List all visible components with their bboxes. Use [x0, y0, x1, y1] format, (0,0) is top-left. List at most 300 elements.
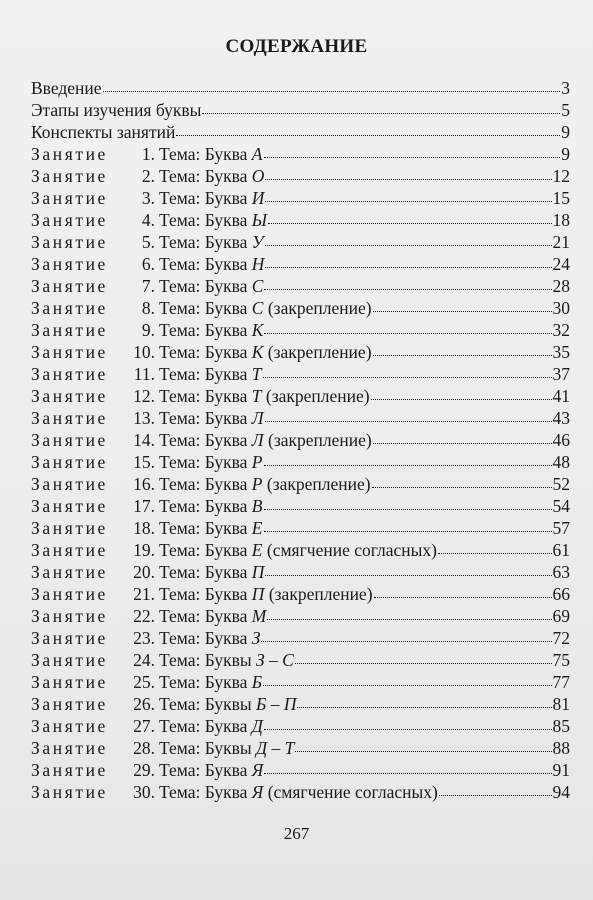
- topic-word: Тема:: [159, 562, 201, 582]
- lesson-word: Занятие: [31, 386, 108, 406]
- toc-entry: [31, 165, 570, 187]
- toc-page-number: 3: [561, 78, 570, 98]
- toc-page-number: 24: [552, 254, 570, 274]
- letter-kind: Буква: [204, 628, 248, 648]
- lesson-note: (смягчение согласных): [267, 782, 438, 802]
- toc-row: [31, 253, 570, 275]
- lesson-title: [31, 495, 263, 517]
- dot-leader: [373, 354, 552, 356]
- lesson-title: [31, 429, 372, 451]
- toc-entry: [31, 121, 570, 143]
- toc-entry: [31, 781, 570, 803]
- lesson-word: Занятие: [31, 298, 108, 318]
- topic-word: Тема:: [159, 364, 201, 384]
- letter-kind: Буква: [204, 452, 248, 472]
- toc-row: [31, 781, 570, 803]
- lesson-number: 15.: [133, 452, 155, 472]
- letter-name: Е: [251, 540, 263, 560]
- lesson-number: 28.: [133, 738, 155, 758]
- lesson-word: Занятие: [31, 210, 108, 230]
- toc-row: [31, 715, 570, 737]
- letter-kind: Буква: [204, 562, 248, 582]
- toc-page-number: 77: [552, 672, 570, 692]
- lesson-title: [31, 407, 264, 429]
- letter-kind: Буква: [204, 144, 248, 164]
- letter-name: Т: [251, 364, 262, 384]
- topic-word: Тема:: [159, 452, 201, 472]
- lesson-number: 21.: [133, 584, 155, 604]
- topic-word: Тема:: [159, 166, 201, 186]
- letter-kind: Буква: [204, 518, 248, 538]
- lesson-title: [31, 363, 262, 385]
- topic-word: Тема:: [159, 694, 201, 714]
- letter-kind: Буква: [204, 298, 248, 318]
- lesson-number: 26.: [133, 694, 155, 714]
- dot-leader: [265, 266, 551, 268]
- letter-kind: Буква: [204, 760, 248, 780]
- toc-entry: [31, 319, 570, 341]
- toc-entry: [31, 671, 570, 693]
- toc-entry: [31, 715, 570, 737]
- lesson-number: 1.: [141, 144, 155, 164]
- dot-leader: [264, 728, 552, 730]
- lesson-title: [31, 605, 266, 627]
- lesson-note: (закрепление): [267, 342, 372, 362]
- toc-page-number: 54: [552, 496, 570, 516]
- toc-page-number: 41: [552, 386, 570, 406]
- letter-kind: Буква: [204, 584, 248, 604]
- letter-kind: Буква: [204, 430, 248, 450]
- topic-word: Тема:: [159, 474, 201, 494]
- dot-leader: [265, 420, 552, 422]
- letter-kind: Буква: [204, 672, 248, 692]
- dot-leader: [263, 376, 552, 378]
- toc-page-number: 18: [552, 210, 570, 230]
- toc-entry: [31, 737, 570, 759]
- topic-word: Тема:: [159, 144, 201, 164]
- toc-entry: [31, 275, 570, 297]
- dot-leader: [264, 508, 552, 510]
- topic-word: Тема:: [159, 430, 201, 450]
- dot-leader: [264, 530, 552, 532]
- toc-row: [31, 627, 570, 649]
- topic-word: Тема:: [159, 672, 201, 692]
- topic-word: Тема:: [159, 320, 201, 340]
- toc-page-number: 43: [552, 408, 570, 428]
- toc-row: [31, 693, 570, 715]
- toc-row: [31, 121, 570, 143]
- toc-entry: [31, 517, 570, 539]
- lesson-number: 12.: [133, 386, 155, 406]
- dot-leader: [263, 684, 551, 686]
- topic-word: Тема:: [159, 540, 201, 560]
- toc-page-number: 5: [561, 100, 570, 120]
- letter-kind: Буквы: [204, 738, 252, 758]
- lesson-number: 20.: [133, 562, 155, 582]
- toc-entry: [31, 473, 570, 495]
- toc-entry: [31, 583, 570, 605]
- topic-word: Тема:: [159, 496, 201, 516]
- dot-leader: [264, 772, 551, 774]
- letter-name: Л: [251, 430, 264, 450]
- page-number: 267: [283, 824, 310, 843]
- toc-page-number: 85: [552, 716, 570, 736]
- toc-row: [31, 385, 570, 407]
- toc-entry: [31, 495, 570, 517]
- toc-entry-title: Этапы изучения буквы: [31, 100, 202, 120]
- letter-kind: Буква: [204, 386, 248, 406]
- lesson-number: 4.: [141, 210, 155, 230]
- lesson-title: [31, 693, 296, 715]
- toc-row: [31, 143, 570, 165]
- lesson-number: 11.: [133, 364, 155, 384]
- toc-page-number: 72: [552, 628, 570, 648]
- lesson-title: [31, 253, 264, 275]
- toc-row: [31, 759, 570, 781]
- letter-kind: Буква: [204, 254, 248, 274]
- lesson-number: 5.: [141, 232, 155, 252]
- topic-word: Тема:: [159, 386, 201, 406]
- letter-kind: Буква: [204, 716, 248, 736]
- lesson-word: Занятие: [31, 716, 108, 736]
- lesson-word: Занятие: [31, 232, 108, 252]
- letter-name: М: [251, 606, 267, 626]
- toc-entry: [31, 605, 570, 627]
- topic-word: Тема:: [159, 738, 201, 758]
- lesson-number: 14.: [133, 430, 155, 450]
- lesson-number: 13.: [133, 408, 155, 428]
- toc-page-number: 46: [552, 430, 570, 450]
- lesson-number: 30.: [133, 782, 155, 802]
- lesson-note: (закрепление): [268, 430, 372, 450]
- topic-word: Тема:: [159, 298, 201, 318]
- lesson-title: [31, 627, 260, 649]
- lesson-title: [31, 671, 262, 693]
- toc-page-number: 61: [552, 540, 570, 560]
- toc-page-number: 32: [552, 320, 570, 340]
- toc-row: [31, 451, 570, 473]
- toc-row: [31, 517, 570, 539]
- dot-leader: [295, 662, 552, 664]
- letter-kind: Буквы: [204, 650, 252, 670]
- lesson-number: 10.: [133, 342, 155, 362]
- lesson-title: [31, 187, 264, 209]
- lesson-title: [31, 165, 264, 187]
- letter-name: Я: [251, 760, 264, 780]
- dot-leader: [371, 398, 552, 400]
- lesson-title: [31, 517, 263, 539]
- dot-leader: [264, 464, 552, 466]
- lesson-word: Занятие: [31, 188, 108, 208]
- lesson-note: (закрепление): [268, 584, 373, 604]
- lesson-title: [31, 649, 294, 671]
- dot-leader: [373, 442, 552, 444]
- toc-page-number: 94: [552, 782, 570, 802]
- lesson-title: [31, 297, 372, 319]
- lesson-number: 2.: [141, 166, 155, 186]
- letter-kind: Буква: [204, 474, 248, 494]
- lesson-number: 18.: [133, 518, 155, 538]
- topic-word: Тема:: [159, 276, 201, 296]
- toc-entry: [31, 231, 570, 253]
- lesson-number: 29.: [133, 760, 155, 780]
- dot-leader: [176, 134, 560, 136]
- lesson-word: Занятие: [31, 364, 108, 384]
- toc-row: [31, 649, 570, 671]
- toc-page-number: 57: [552, 518, 570, 538]
- dot-leader: [264, 332, 551, 334]
- lesson-number: 24.: [133, 650, 155, 670]
- letter-kind: Буква: [204, 408, 248, 428]
- lesson-number: 25.: [133, 672, 155, 692]
- lesson-note: (закрепление): [266, 474, 371, 494]
- toc-page-number: 81: [552, 694, 570, 714]
- topic-word: Тема:: [159, 606, 201, 626]
- letter-kind: Буква: [204, 276, 248, 296]
- lesson-word: Занятие: [31, 672, 108, 692]
- dot-leader: [373, 310, 552, 312]
- lesson-number: 16.: [133, 474, 155, 494]
- letter-name: Б – П: [256, 694, 297, 714]
- toc-entry: [31, 429, 570, 451]
- toc-page-number: 15: [552, 188, 570, 208]
- toc-row: [31, 671, 570, 693]
- dot-leader: [103, 90, 561, 92]
- letter-kind: Буква: [204, 342, 248, 362]
- toc-entry: [31, 649, 570, 671]
- toc-page-number: 9: [561, 144, 570, 164]
- toc-row: [31, 187, 570, 209]
- lesson-word: Занятие: [31, 144, 108, 164]
- lesson-title: [31, 209, 267, 231]
- topic-word: Тема:: [159, 716, 201, 736]
- lesson-number: 27.: [133, 716, 155, 736]
- lesson-title: [31, 451, 263, 473]
- dot-leader: [264, 156, 561, 158]
- lesson-word: Занятие: [31, 474, 108, 494]
- lesson-word: Занятие: [31, 408, 108, 428]
- lesson-title: [31, 781, 438, 803]
- lesson-word: Занятие: [31, 782, 108, 802]
- toc-page-number: 28: [552, 276, 570, 296]
- topic-word: Тема:: [159, 650, 201, 670]
- letter-name: С: [251, 298, 264, 318]
- lesson-word: Занятие: [31, 760, 108, 780]
- topic-word: Тема:: [159, 188, 201, 208]
- lesson-title: [31, 473, 371, 495]
- toc-row: [31, 77, 570, 99]
- topic-word: Тема:: [159, 782, 201, 802]
- letter-name: П: [251, 584, 265, 604]
- lesson-number: 17.: [133, 496, 155, 516]
- lesson-title: [31, 143, 263, 165]
- page-title: СОДЕРЖАНИЕ: [225, 36, 368, 57]
- toc-entry: [31, 77, 570, 99]
- lesson-note: (закрепление): [265, 386, 370, 406]
- toc-page-number: 35: [552, 342, 570, 362]
- dot-leader: [264, 288, 551, 290]
- dot-leader: [265, 200, 551, 202]
- dot-leader: [202, 112, 560, 114]
- toc-row: [31, 275, 570, 297]
- lesson-number: 3.: [141, 188, 155, 208]
- toc-entry: [31, 341, 570, 363]
- toc-row: [31, 407, 570, 429]
- lesson-word: Занятие: [31, 606, 108, 626]
- lesson-title: [31, 583, 373, 605]
- lesson-note: (смягчение согласных): [266, 540, 437, 560]
- topic-word: Тема:: [159, 408, 201, 428]
- toc-page-number: 30: [552, 298, 570, 318]
- lesson-word: Занятие: [31, 430, 108, 450]
- toc-row: [31, 473, 570, 495]
- lesson-number: 7.: [141, 276, 155, 296]
- letter-name: Р: [251, 452, 263, 472]
- toc-entry: [31, 297, 570, 319]
- toc-row: [31, 495, 570, 517]
- lesson-title: [31, 231, 264, 253]
- dot-leader: [439, 794, 552, 796]
- dot-leader: [261, 640, 551, 642]
- dot-leader: [267, 618, 551, 620]
- lesson-title: [31, 539, 437, 561]
- lesson-word: Занятие: [31, 452, 108, 472]
- toc-entry: [31, 253, 570, 275]
- topic-word: Тема:: [159, 254, 201, 274]
- letter-name: Е: [251, 518, 263, 538]
- toc-row: [31, 605, 570, 627]
- lesson-word: Занятие: [31, 628, 108, 648]
- letter-kind: Буква: [204, 782, 248, 802]
- dot-leader: [374, 596, 552, 598]
- lesson-word: Занятие: [31, 584, 108, 604]
- toc-row: [31, 737, 570, 759]
- letter-name: Б: [251, 672, 263, 692]
- letter-name: С: [251, 276, 264, 296]
- toc-page-number: 12: [552, 166, 570, 186]
- letter-kind: Буква: [204, 210, 248, 230]
- toc-entry: [31, 99, 570, 121]
- toc-row: [31, 297, 570, 319]
- dot-leader: [268, 222, 551, 224]
- letter-name: А: [251, 144, 263, 164]
- lesson-number: 23.: [133, 628, 155, 648]
- letter-kind: Буква: [204, 320, 248, 340]
- letter-kind: Буква: [204, 540, 248, 560]
- dot-leader: [372, 486, 552, 488]
- toc-page-number: 9: [561, 122, 570, 142]
- letter-name: О: [251, 166, 265, 186]
- lesson-word: Занятие: [31, 694, 108, 714]
- letter-name: П: [251, 562, 265, 582]
- lesson-word: Занятие: [31, 540, 108, 560]
- lesson-title: [31, 319, 263, 341]
- topic-word: Тема:: [159, 518, 201, 538]
- letter-name: Я: [251, 782, 264, 802]
- lesson-number: 22.: [133, 606, 155, 626]
- toc-entry-title: Введение: [31, 78, 102, 98]
- letter-name: И: [251, 188, 265, 208]
- letter-name: Ы: [251, 210, 268, 230]
- letter-name: У: [251, 232, 264, 252]
- lesson-word: Занятие: [31, 342, 108, 362]
- table-of-contents: [31, 77, 570, 803]
- toc-page-number: 21: [552, 232, 570, 252]
- dot-leader: [265, 244, 552, 246]
- lesson-title: [31, 275, 263, 297]
- letter-kind: Буква: [204, 232, 248, 252]
- letter-name: Д: [251, 716, 263, 736]
- topic-word: Тема:: [159, 210, 201, 230]
- letter-name: В: [251, 496, 263, 516]
- toc-entry: [31, 209, 570, 231]
- lesson-number: 6.: [141, 254, 155, 274]
- lesson-word: Занятие: [31, 320, 108, 340]
- lesson-title: [31, 737, 294, 759]
- letter-name: З – С: [256, 650, 294, 670]
- toc-row: [31, 341, 570, 363]
- lesson-number: 8.: [141, 298, 155, 318]
- lesson-note: (закрепление): [267, 298, 372, 318]
- toc-page-number: 66: [552, 584, 570, 604]
- letter-name: З: [251, 628, 261, 648]
- toc-page-number: 88: [552, 738, 570, 758]
- toc-page-number: 48: [552, 452, 570, 472]
- toc-entry: [31, 759, 570, 781]
- toc-page-number: 52: [552, 474, 570, 494]
- lesson-word: Занятие: [31, 166, 108, 186]
- dot-leader: [265, 574, 551, 576]
- dot-leader: [295, 750, 551, 752]
- toc-entry: [31, 451, 570, 473]
- toc-entry-title: Конспекты занятий: [31, 122, 176, 142]
- toc-entry: [31, 363, 570, 385]
- toc-entry: [31, 385, 570, 407]
- letter-name: Н: [251, 254, 265, 274]
- toc-row: [31, 165, 570, 187]
- toc-row: [31, 583, 570, 605]
- toc-entry: [31, 627, 570, 649]
- toc-page-number: 75: [552, 650, 570, 670]
- lesson-word: Занятие: [31, 738, 108, 758]
- toc-row: [31, 209, 570, 231]
- toc-page-number: 91: [552, 760, 570, 780]
- lesson-number: 19.: [133, 540, 155, 560]
- topic-word: Тема:: [159, 342, 201, 362]
- toc-page-number: 37: [552, 364, 570, 384]
- letter-name: К: [251, 342, 264, 362]
- toc-page-number: 69: [552, 606, 570, 626]
- letter-kind: Буква: [204, 496, 248, 516]
- letter-kind: Буква: [204, 606, 248, 626]
- toc-entry: [31, 693, 570, 715]
- toc-row: [31, 319, 570, 341]
- lesson-title: [31, 561, 264, 583]
- topic-word: Тема:: [159, 584, 201, 604]
- lesson-word: Занятие: [31, 254, 108, 274]
- lesson-word: Занятие: [31, 518, 108, 538]
- dot-leader: [265, 178, 551, 180]
- toc-entry: [31, 561, 570, 583]
- lesson-number: 9.: [141, 320, 155, 340]
- toc-row: [31, 363, 570, 385]
- letter-kind: Буква: [204, 188, 248, 208]
- lesson-word: Занятие: [31, 650, 108, 670]
- toc-row: [31, 539, 570, 561]
- letter-name: Д – Т: [256, 738, 295, 758]
- toc-page-number: 63: [552, 562, 570, 582]
- letter-kind: Буквы: [204, 694, 252, 714]
